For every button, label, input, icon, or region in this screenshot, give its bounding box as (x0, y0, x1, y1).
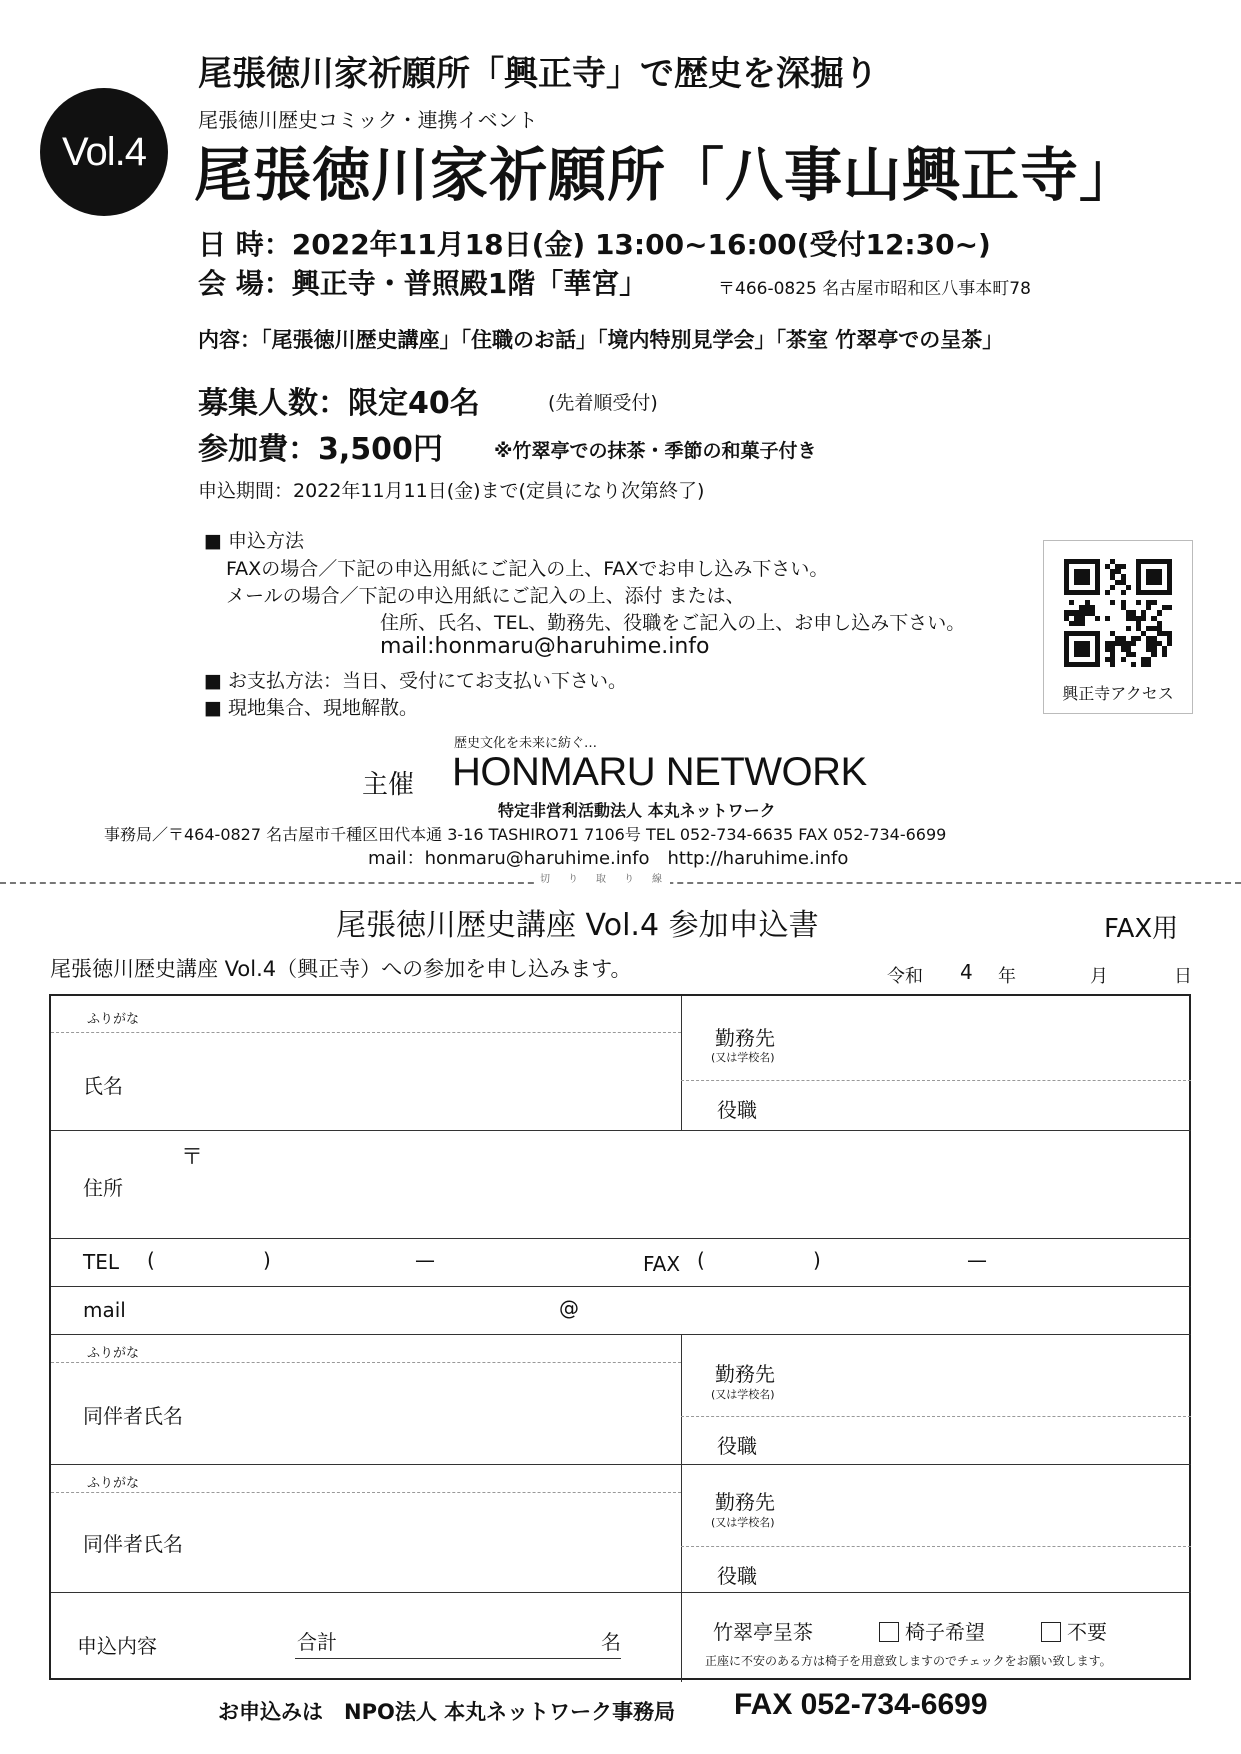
event-venue-address: 〒466-0825 名古屋市昭和区八事本町78 (718, 279, 1031, 299)
postal-mark: 〒 (181, 1145, 204, 1170)
fax-dash: — (967, 1248, 987, 1272)
date-nen: 年 (998, 966, 1016, 987)
footer-fax: FAX 052-734-6699 (734, 1688, 988, 1721)
fax-tag: FAX用 (1104, 914, 1179, 944)
event-capacity: 募集人数：限定40名 (198, 386, 480, 421)
organizer-web: mail：honmaru@haruhime.info http://haruhime.info (368, 848, 849, 869)
organizer-name-jp: 特定非営利活動法人 本丸ネットワーク (498, 801, 776, 820)
people-unit: 名 (601, 1630, 621, 1654)
top-title: 尾張徳川家祈願所「興正寺」で歴史を深掘り (198, 54, 878, 94)
form-statement: 尾張徳川歴史講座 Vol.4（興正寺）への参加を申し込みます。 (50, 957, 632, 981)
qr-caption: 興正寺アクセス (1062, 684, 1174, 703)
form-title: 尾張徳川歴史講座 Vol.4 参加申込書 (336, 908, 819, 943)
fax-paren-close: ) (813, 1248, 821, 1272)
event-capacity-note: (先着順受付) (548, 392, 658, 414)
mail-label: mail (83, 1298, 126, 1322)
workplace-note-3: (又は学校名) (711, 1516, 775, 1529)
fax-paren-open: ( (697, 1248, 705, 1272)
position-label-1: 役職 (717, 1098, 757, 1122)
subtitle: 尾張徳川歴史コミック・連携イベント (198, 108, 538, 132)
workplace-label-2: 勤務先 (715, 1362, 775, 1386)
name-label: 氏名 (83, 1074, 123, 1098)
date-day: 日 (1174, 966, 1192, 987)
cutline-label: 切 り 取 り 線 (536, 870, 670, 885)
workplace-label-3: 勤務先 (715, 1490, 775, 1514)
apply-mail-2: 住所、氏名、TEL、勤務先、役職をご記入の上、お申し込み下さい。 (380, 612, 966, 634)
not-needed-checkbox[interactable] (1041, 1622, 1061, 1642)
chair-wish-option[interactable] (879, 1616, 985, 1645)
event-period: 申込期間：2022年11月11日(金)まで(定員になり次第終了) (198, 480, 705, 502)
tel-dash: — (415, 1248, 435, 1272)
tel-paren-open: ( (147, 1248, 155, 1272)
organizer-name: HONMARU NETWORK (452, 750, 867, 794)
organizer-label: 主催 (362, 770, 415, 800)
date-year[interactable]: 4 (960, 960, 973, 984)
tel-label: TEL (83, 1250, 119, 1274)
apply-mail-address[interactable]: mail:honmaru@haruhime.info (380, 634, 710, 659)
apply-fax: FAXの場合／下記の申込用紙にご記入の上、FAXでお申し込み下さい。 (226, 558, 829, 580)
chair-wish-checkbox[interactable] (879, 1622, 899, 1642)
apply-mail-1: メールの場合／下記の申込用紙にご記入の上、添付 または、 (226, 585, 745, 607)
total-label: 合計 (297, 1630, 337, 1654)
companion-label-1: 同伴者氏名 (83, 1404, 183, 1428)
apply-payment: ■ お支払方法：当日、受付にてお支払い下さい。 (204, 670, 627, 692)
event-fee-note: ※竹翠亭での抹茶・季節の和菓子付き (494, 440, 817, 462)
date-month: 月 (1090, 966, 1108, 987)
application-form (49, 994, 1191, 1680)
main-title: 尾張徳川家祈願所「八事山興正寺」 (194, 141, 1139, 209)
tel-paren-close: ) (263, 1248, 271, 1272)
organizer-tagline: 歴史文化を未来に紡ぐ… (454, 736, 598, 751)
chair-note: 正座に不安のある方は椅子を用意致しますのでチェックをお願い致します。 (705, 1654, 1112, 1668)
fax-label: FAX (643, 1252, 681, 1276)
workplace-note-2: (又は学校名) (711, 1388, 775, 1401)
mail-at: @ (559, 1296, 579, 1320)
vol-badge: Vol.4 (40, 88, 168, 216)
qr-panel (1043, 540, 1193, 714)
position-label-3: 役職 (717, 1564, 757, 1588)
not-needed-label: 不要 (1067, 1620, 1107, 1644)
apply-content-label: 申込内容 (77, 1634, 157, 1658)
workplace-note-1: (又は学校名) (711, 1051, 775, 1064)
event-datetime: 日 時：2022年11月18日(金) 13:00~16:00(受付12:30~) (198, 228, 991, 261)
companion-label-2: 同伴者氏名 (83, 1532, 183, 1556)
not-needed-option[interactable] (1041, 1616, 1107, 1645)
furigana-label-1: ふりがな (87, 1012, 140, 1027)
tea-label: 竹翠亭呈茶 (713, 1620, 813, 1644)
furigana-label-3: ふりがな (87, 1476, 140, 1491)
furigana-label-2: ふりがな (87, 1346, 140, 1361)
position-label-2: 役職 (717, 1434, 757, 1458)
chair-wish-label: 椅子希望 (905, 1620, 985, 1644)
address-label: 住所 (83, 1176, 123, 1200)
footer-text: お申込みは NPO法人 本丸ネットワーク事務局 (218, 1700, 676, 1724)
organizer-office: 事務局／〒464-0827 名古屋市千種区田代本通 3-16 TASHIRO71 7106号 TEL 052-734-6635 FAX 052-734-6699 (104, 825, 947, 844)
event-venue: 会 場：興正寺・普照殿1階「華宮」 (198, 267, 648, 300)
event-fee: 参加費：3,500円 (198, 432, 443, 467)
apply-heading: ■ 申込方法 (204, 530, 304, 552)
event-content: 内容：「尾張徳川歴史講座」「住職のお話」「境内特別見学会」「茶室 竹翠亭での呈茶」 (198, 328, 1004, 352)
apply-meeting: ■ 現地集合、現地解散。 (204, 697, 418, 719)
date-era: 令和 (887, 966, 923, 987)
workplace-label-1: 勤務先 (715, 1026, 775, 1050)
qr-code[interactable] (1064, 559, 1172, 667)
